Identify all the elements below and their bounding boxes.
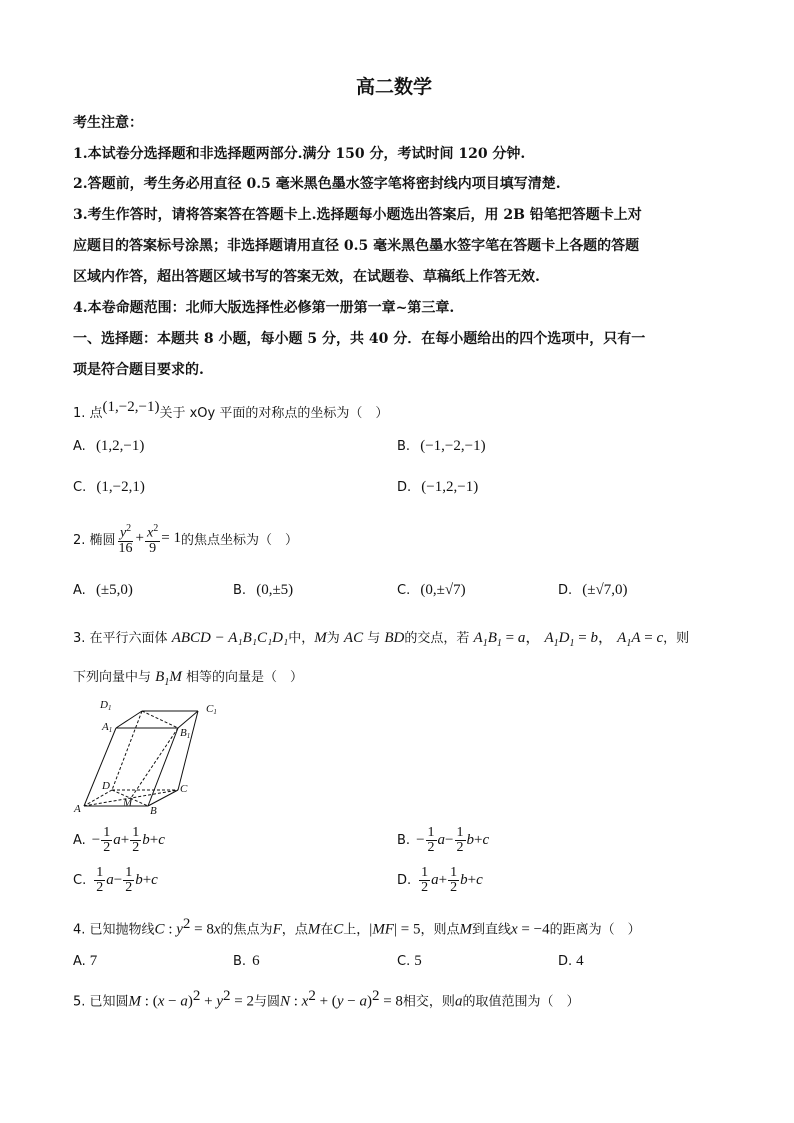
q1-number: 1. 点: [73, 406, 103, 421]
q4-option-b[interactable]: B. 6: [233, 953, 260, 969]
notice-heading: 考生注意：: [73, 115, 143, 131]
q2-option-d[interactable]: D. (±√7,0): [558, 582, 628, 598]
q3-solid: ABCD − A₁B₁C₁D₁: [171, 630, 289, 646]
label-a1: A1: [102, 721, 113, 734]
q2-option-c[interactable]: C. (0,±√7): [397, 582, 466, 598]
q4-option-d[interactable]: D. 4: [558, 953, 584, 969]
q3-vec-a1d1: $A_1D_1$: [544, 630, 575, 649]
question-4: 4. 已知抛物线C : $y^2 = 8x$的焦点为F，点M在C上，|MF| = 5，则点M到直线x = −4的距离为（ ）: [73, 916, 641, 938]
question-3-cont: 下列向量中与 $B_1M$ 相等的向量是（ ）: [73, 669, 303, 688]
notice-item-4: 4.本卷命题范围：北师大版选择性必修第一册第一章~第三章.: [73, 300, 455, 316]
section-heading-cont: 项是符合题目要求的.: [73, 362, 204, 378]
q1-option-b[interactable]: B. (−1,−2,−1): [397, 438, 486, 454]
section-heading: 一、选择题：本题共 8 小题，每小题 5 分，共 40 分．在每小题给出的四个选项中，只有一: [73, 331, 646, 347]
notice-item-3-cont: 应题目的答案标号涂黑；非选择题请用直径 0.5 毫米黑色墨水签字笔在答题卡上各题的答题: [73, 238, 640, 254]
page-title: 高二数学: [356, 76, 433, 98]
question-1: [73, 399, 389, 422]
q1-option-c[interactable]: C. (1,−2,1): [73, 479, 145, 495]
q3-option-c[interactable]: C. $\frac{1}{2}$ a − $\frac{1}{2}$ b + c: [73, 865, 158, 895]
label-a: A: [74, 803, 81, 815]
notice-item-1: 1.本试卷分选择题和非选择题两部分.满分 150 分，考试时间 120 分钟.: [73, 146, 526, 162]
parallelepiped-figure: [70, 696, 230, 818]
q2-fraction-x: $\frac{x^2}{9}$: [147, 523, 159, 556]
label-d: D: [102, 780, 110, 792]
q1-text: 关于 xOy 平面的对称点的坐标为（ ）: [159, 406, 389, 421]
q2-option-a[interactable]: A. (±5,0): [73, 582, 133, 598]
q1-option-a[interactable]: A. (1,2,−1): [73, 438, 145, 454]
label-m: M: [123, 797, 133, 809]
q4-option-a[interactable]: A. 7: [73, 953, 98, 969]
question-3: 3. 在平行六面体 ABCD − A₁B₁C₁D₁中，M为 AC 与 BD的交点，若 $A_1B_1 = a$， $A_1D_1 = b$， $A_1A = c$，则: [73, 630, 690, 649]
label-d1: D1: [100, 699, 112, 712]
question-2: 2. 椭圆 $\frac{y^2}{16}$ + $\frac{x^2}{9}$ = 1 的焦点坐标为（ ）: [73, 523, 298, 556]
label-c: C: [180, 783, 188, 795]
q2-fraction-y: $\frac{y^2}{16}$: [118, 523, 133, 556]
label-c1: C1: [206, 703, 217, 716]
q3-option-b[interactable]: B. − $\frac{1}{2}$ a − $\frac{1}{2}$ b + c: [397, 825, 490, 855]
label-b: B: [150, 805, 157, 817]
q3-vec-a1a: $A_1A$: [617, 630, 641, 649]
q3-vec-b1m: $B_1M$: [155, 669, 182, 688]
notice-item-3-cont2: 区域内作答，超出答题区域书写的答案无效，在试题卷、草稿纸上作答无效.: [73, 269, 540, 285]
q3-vec-a1b1: $A_1B_1$: [473, 630, 502, 649]
q1-point: (1,−2,−1): [102, 399, 160, 415]
q2-option-b[interactable]: B. (0,±5): [233, 582, 294, 598]
q2-number: 2. 椭圆: [73, 533, 116, 549]
q1-option-d[interactable]: D. (−1,2,−1): [397, 479, 479, 495]
label-b1: B1: [180, 727, 191, 740]
q3-option-a[interactable]: A. − $\frac{1}{2}$ a + $\frac{1}{2}$ b + c: [73, 825, 165, 855]
notice-item-3: 3.考生作答时，请将答案答在答题卡上.选择题每小题选出答案后，用 2B 铅笔把答题卡上对: [73, 207, 642, 223]
q2-text: 的焦点坐标为（ ）: [180, 533, 298, 549]
q3-option-d[interactable]: D. $\frac{1}{2}$ a + $\frac{1}{2}$ b + c: [397, 865, 483, 895]
question-5: 5. 已知圆M : $(x - a)^2 + y^2 = 2$与圆N : $x^2 + (y - a)^2 = 8$相交，则a的取值范围为（ ）: [73, 988, 580, 1010]
q4-option-c[interactable]: C. 5: [397, 953, 422, 969]
notice-item-2: 2.答题前，考生务必用直径 0.5 毫米黑色墨水签字笔将密封线内项目填写清楚.: [73, 176, 561, 192]
